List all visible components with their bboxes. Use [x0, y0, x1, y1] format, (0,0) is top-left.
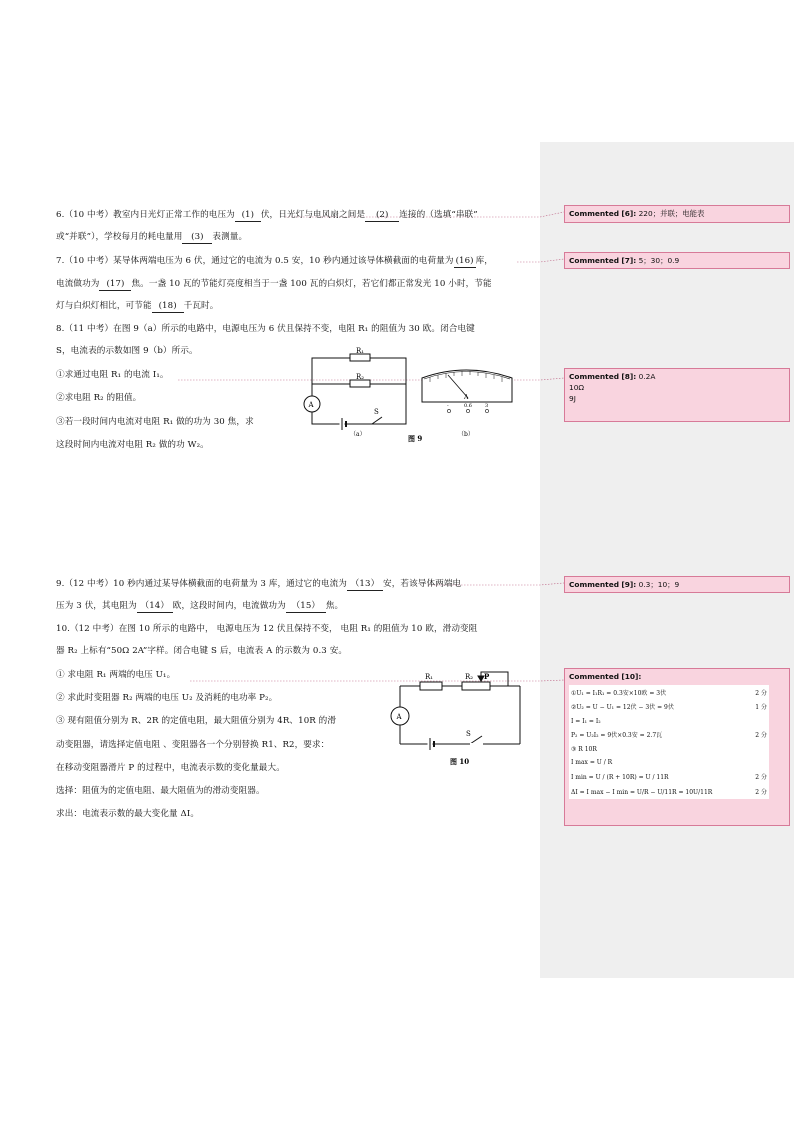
q9-text: 焦。 [325, 601, 344, 611]
comment-text: 5；30；0.9 [638, 256, 680, 265]
q10-sub3d: 选择：阻值为的定值电阻、最大阻值为的滑动变阻器。 [56, 786, 265, 796]
q10-sub3b: 动变阻器，请选择定值电阻 、变阻器各一个分别替换 R1、R2，要求： [56, 740, 330, 750]
q6-text: 伏，日光灯与电风扇之间是 [260, 210, 366, 220]
fig9a-switch [372, 417, 382, 424]
q10-sub2: ② 求此时变阻器 R₂ 两端的电压 U₂ 及消耗的电功率 P₂。 [56, 693, 278, 703]
comment-id: [9]: [621, 580, 637, 589]
fig9a-ammeter-label: A [308, 401, 314, 409]
comment-text: 0.3；10；9 [638, 580, 680, 589]
comment-9[interactable] [564, 576, 790, 593]
fig9b-terminal-label: 0.6 [464, 403, 472, 409]
answer-score: 2 分 [755, 732, 767, 739]
q9-text: 安，若该导体两端电 [383, 579, 462, 589]
fig9a-resistor-r1 [350, 354, 370, 361]
q7-line1 [56, 255, 493, 268]
fig9b-terminal-0-6 [466, 409, 469, 412]
answer-row: ΔI = I max − I min = U/R − U/11R = 10U/11R [571, 789, 713, 796]
q6-text: 6.（10 中考）教室内日光灯正常工作的电压为 [56, 210, 235, 220]
q6-blank-1[interactable]: (1) [235, 209, 261, 222]
q10-sub3c: 在移动变阻器滑片 P 的过程中，电流表示数的变化量最大。 [56, 763, 285, 773]
q6-text: 表测量。 [212, 232, 248, 242]
comment-id: [6]: [621, 209, 637, 218]
fig9a-switch-label: S [374, 408, 379, 416]
q9-blank-14[interactable]: （14） [137, 600, 173, 613]
q9-blank-15[interactable]: （15） [286, 600, 326, 613]
q9-text: 9.（12 中考）10 秒内通过某导体横截面的电荷量为 3 库，通过它的电流为 [56, 579, 347, 589]
answer-score: 2 分 [755, 774, 767, 781]
comment-id: [10]: [621, 672, 642, 681]
q10-line1: 10.（12 中考）在图 10 所示的电路中， 电源电压为 12 伏且保持不变， 电阻 R₁ 的阻值为 10 欧，滑动变阻 [56, 624, 478, 634]
fig10-rheostat-r2 [462, 682, 490, 690]
q6-blank-2[interactable]: (2) [365, 209, 399, 222]
q6-text: 连接的（选填“串联” [399, 210, 478, 220]
q9-line1 [56, 578, 461, 591]
answer-row: I max = U / R [571, 759, 613, 766]
q7-text: 库， [475, 256, 493, 266]
comment-label: Commented [569, 672, 620, 681]
q10-line2: 器 R₂ 上标有“50Ω 2A”字样。闭合电键 S 后，电流表 A 的示数为 0.3 安。 [56, 646, 348, 656]
q6-line2 [56, 231, 247, 244]
fig9b-terminal-3 [485, 409, 488, 412]
fig9b-unit-label: A [464, 394, 469, 401]
comment-10[interactable] [564, 668, 790, 826]
q7-blank-16[interactable]: (16) [455, 256, 474, 266]
fig10-slider-label: P [484, 672, 490, 681]
fig9-label-b: （b） [458, 431, 474, 438]
q7-text: 千瓦时。 [183, 301, 219, 311]
answer-row: P₂ = U₂I₂ = 9伏×0.3安 = 2.7瓦 [571, 732, 663, 739]
answer-row: I = I₁ = I₂ [571, 718, 601, 725]
fig9a-r2-label: R₂ [356, 373, 365, 381]
q7-text: 灯与白炽灯相比，可节能 [56, 301, 152, 311]
q10-sub3a: ③ 现有阻值分别为 R、2R 的定值电阻，最大阻值分别为 4R、10R 的滑 [56, 716, 337, 726]
fig10-r2-label: R₂ [465, 673, 474, 681]
comment-text: 10Ω [569, 383, 585, 392]
q7-text: 电流做功为 [56, 279, 100, 289]
fig10-switch [470, 736, 482, 744]
q8-line1: 8.（11 中考）在图 9（a）所示的电路中，电源电压为 6 伏且保持不变，电阻 R₁ 的阻值为 30 欧。闭合电键 [56, 324, 475, 334]
figure-9 [298, 344, 538, 444]
q10-sub3e: 求出：电流表示数的最大变化量 ΔI。 [56, 809, 200, 819]
q7-text: 7.（10 中考）某导体两端电压为 6 伏，通过它的电流为 0.5 安，10 秒内通过该导体横截面的电荷量为 [56, 256, 454, 266]
fig9a-resistor-r2 [350, 380, 370, 387]
fig9a-r1-label: R₁ [356, 347, 365, 355]
comment-text: 0.2A [638, 372, 656, 381]
fig9b-terminal-neg [447, 409, 450, 412]
fig9a-circuit-frame [312, 358, 406, 424]
comment-text: 220；并联；电能表 [638, 209, 705, 218]
q6-line1 [56, 209, 478, 222]
q9-text: 压为 3 伏，其电阻为 [56, 601, 137, 611]
comment-label: Commented [569, 580, 620, 589]
comment-8[interactable] [564, 368, 790, 422]
comment-6[interactable] [564, 205, 790, 223]
fig10-ammeter-label: A [396, 713, 402, 721]
fig9b-terminal-label: 3 [485, 403, 489, 409]
answer-row: ③ R 10R [571, 746, 597, 753]
q6-text: 或“并联”），学校每月的耗电量用 [56, 232, 183, 242]
fig10-switch-label: S [466, 730, 471, 738]
comment-label: Commented [569, 256, 620, 265]
q10-sub1: ① 求电阻 R₁ 两端的电压 U₁。 [56, 670, 176, 680]
comment-id: [7]: [621, 256, 637, 265]
q9-text: 欧，这段时间内，电流做功为 [172, 601, 286, 611]
q8-line2: S，电流表的示数如图 9（b）所示。 [56, 346, 198, 356]
answer-score: 1 分 [755, 704, 767, 711]
comment-10-answer-image [569, 685, 769, 799]
fig10-r1-label: R₁ [425, 673, 434, 681]
q7-line3 [56, 300, 218, 313]
q7-text: 焦。一盏 10 瓦的节能灯亮度相当于一盏 100 瓦的白炽灯，若它们都正常发光 10 小时，节能 [131, 279, 492, 289]
comment-id: [8]: [621, 372, 637, 381]
q8-sub2: ②求电阻 R₂ 的阻值。 [56, 393, 142, 403]
figure-10 [386, 664, 526, 770]
answer-row: I min = U / (R + 10R) = U / 11R [571, 774, 669, 781]
q8-sub3b: 这段时间内电流对电阻 R₂ 做的功 W₂。 [56, 440, 209, 450]
comment-text: 9J [569, 394, 576, 403]
fig9-label-a: （a） [350, 431, 366, 438]
fig9-caption: 图 9 [408, 434, 423, 443]
fig10-resistor-r1 [420, 682, 442, 690]
q7-blank-17[interactable]: (17) [99, 278, 131, 291]
q8-sub3a: ③若一段时间内电流对电阻 R₁ 做的功为 30 焦，求 [56, 417, 254, 427]
comment-7[interactable] [564, 252, 790, 269]
q9-blank-13[interactable]: （13） [347, 578, 383, 591]
q8-sub1: ①求通过电阻 R₁ 的电流 I₁。 [56, 370, 169, 380]
comment-label: Commented [569, 209, 620, 218]
fig9b-ammeter-dial [422, 370, 512, 413]
fig10-caption: 图 10 [450, 757, 470, 766]
q9-line2 [56, 600, 343, 613]
q7-line2 [56, 278, 492, 291]
q6-blank-3[interactable]: (3) [182, 231, 212, 244]
answer-score: 2 分 [755, 690, 767, 697]
answer-row: ②U₂ = U − U₁ = 12伏 − 3伏 = 9伏 [571, 704, 674, 711]
q7-blank-18[interactable]: (18) [152, 300, 184, 313]
answer-score: 2 分 [755, 789, 767, 796]
fig9b-terminal-label: - [447, 403, 449, 409]
comment-label: Commented [569, 372, 620, 381]
answer-row: ①U₁ = I₁R₁ = 0.3安×10欧 = 3伏 [571, 690, 667, 697]
